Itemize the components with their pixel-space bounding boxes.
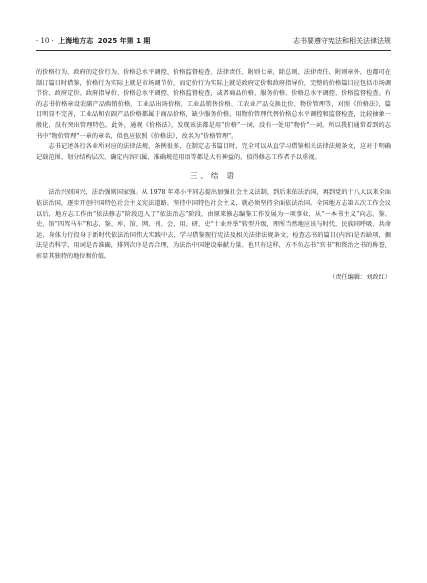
journal-name: 上海地方志 [58,37,94,45]
conclusion-paragraph: 法治兴则国兴，法治强则国家强。从 1978 年邓小平同志提出加强社会主义法制，到后来依法治国，再到党的十八大以来全面依法治国，逐步开创中国特色社会主义宪法道路。坚持中国特色社会主义，就必须坚持全面依法治国。全国地方志第五次工作会议以后，地方志工作由“依法修志”阶段迈入了“依法治志”阶段，由原来修志编鉴工作发展为一项事业，从“一本书主义”向志、鉴、史、馆“四驾马车”和志、鉴、库、馆、网、刊、会、用、研、史“十业并举”转型升级，理所当然地应该与时代、民族同呼吸、共命运，身体力行投身于新时代依法治国伟大实践中去，学习借鉴现行宪法及相关法律法规条文，检查志书的篇目(内容)是否缺项，掘法是否科学，用词是否准确，排列次序是否合理，为法治中国建设奉献力量。也只有这样，方不负志书“官书”和资治之书的称誉，彰显其独特的地位和价值。 [36,189,391,260]
body-paragraph: 的价格行为、政府的定价行为、价格总水平调控、价格监督检查、法律责任、附则七章，除总则、法律责任、附则章外，也都可在制订篇目时借鉴，价格行为实际上就是市场调节价，而定价行为实际上就是政府定价和政府指导价，完整的价格篇目应包括市场调节价、政府定价、政府指导价、价格总水平调控、价格监督检查，或者商品价格、服务价格、价格总水平调控、价格监督检查。有的志书价格章设农副产品购销价格、工业品出场价格、工业品销售价格、工农业产品交换比价、物价管理等，对照《价格法》，篇目明显不完善，工业品和农副产品价格都属于商品价格，缺少服务价格，用物价管理代替价格总水平调控和监督检查，比较抽象一般化，没有突出管理特色。此外，通观《价格法》，发现该法都是用“价格”一词，没有一处用“物价”一词，所以我们通常看到的志书中“物价管理”一章的章名，似也应依照《价格法》，改名为“价格管理”。 [36,69,391,140]
header-divider [36,50,391,51]
article-body [36,68,391,283]
running-title: 志书要遵守宪法和相关法律法规 [293,37,391,45]
page-number: · 10 · [36,37,54,45]
section-heading: 三、结 语 [190,171,237,181]
page-header [36,33,391,49]
responsible-editor: （责任编辑：刘政红） [329,273,391,281]
header-left [36,33,150,49]
journal-issue: 2025 年第 1 期 [97,37,151,45]
body-paragraph: 志书记述各行各业所对应的法律法规，条例很多，在制定志书篇目时，完全可以从直学习借鉴相关法律法规条文，这对于明确记载范围、划分结构层次、确定内容归属，准确规范用语等都是大有神益的，值得修志工作者予以重视。 [36,143,391,161]
